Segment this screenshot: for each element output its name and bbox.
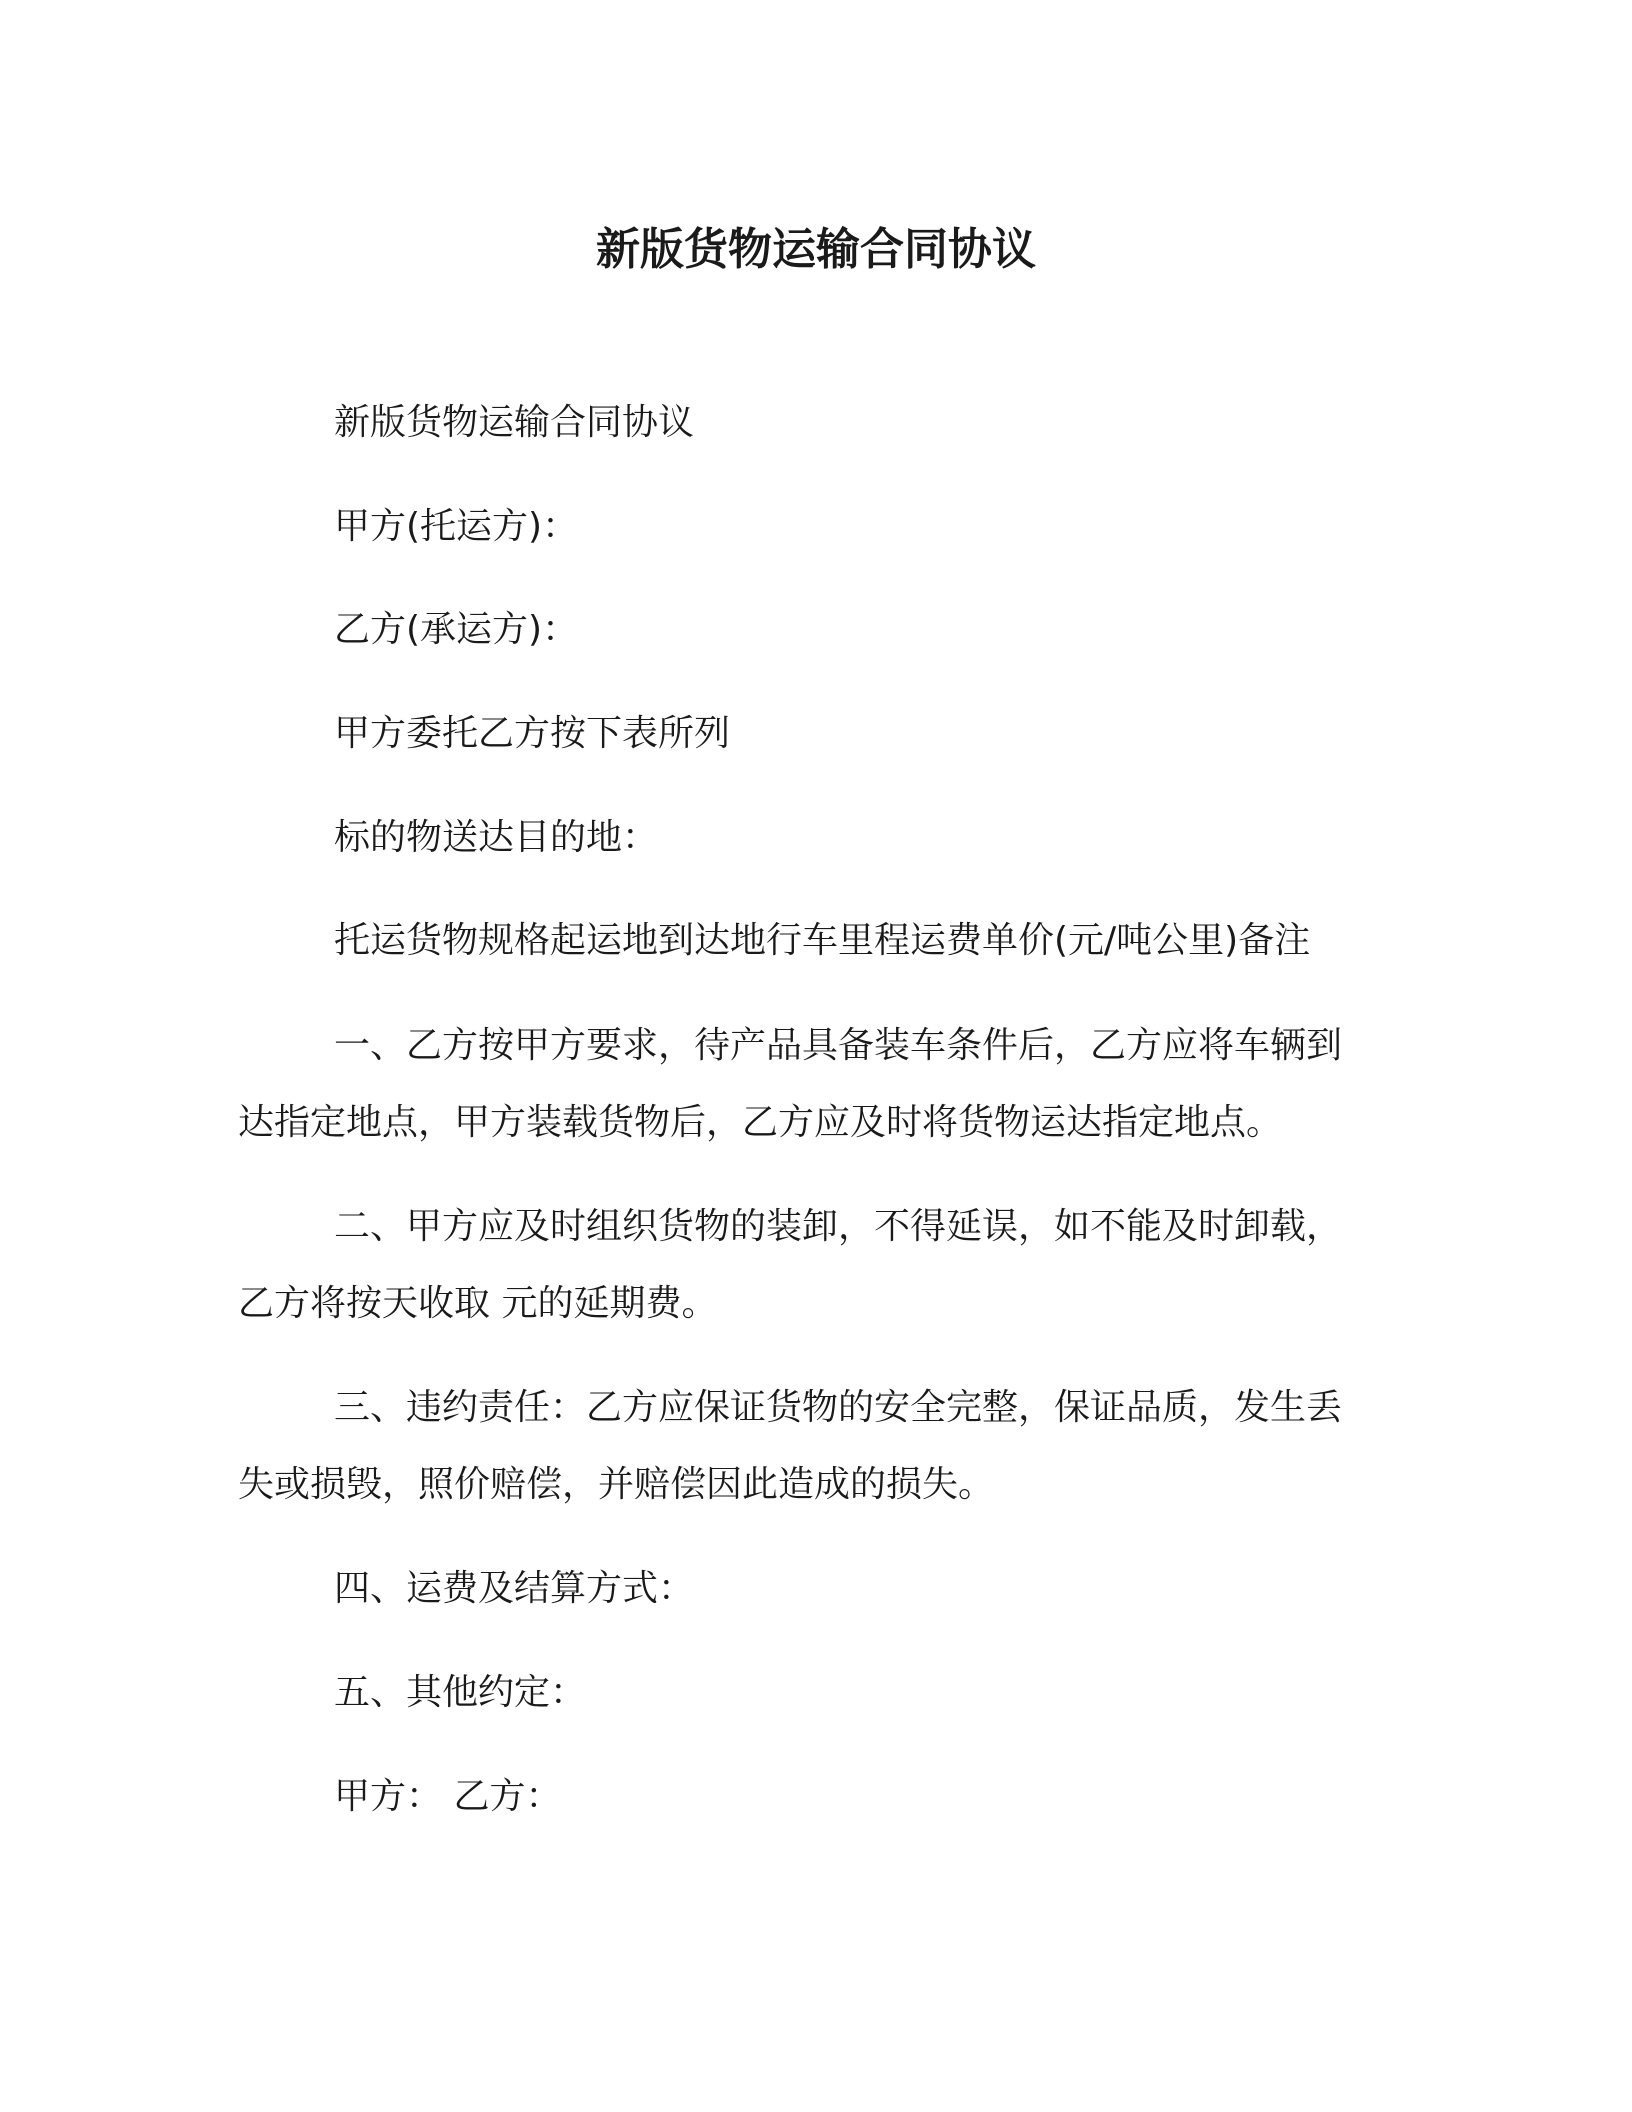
clause-3-line-2: 失或损毁，照价赔偿，并赔偿因此造成的损失。	[238, 1464, 995, 1505]
party-a-line: 甲方(托运方)：	[334, 506, 579, 547]
clause-2-line-1: 二、甲方应及时组织货物的装卸，不得延误，如不能及时卸载，	[334, 1206, 1343, 1247]
clause-1-line-1: 一、乙方按甲方要求，待产品具备装车条件后，乙方应将车辆到	[334, 1025, 1343, 1066]
document-title: 新版货物运输合同协议	[596, 224, 1036, 275]
subtitle-line: 新版货物运输合同协议	[334, 402, 695, 443]
entrust-line: 甲方委托乙方按下表所列	[334, 713, 731, 754]
signature-line: 甲方： 乙方：	[334, 1776, 562, 1817]
clause-5-line: 五、其他约定：	[334, 1672, 587, 1713]
party-b-line: 乙方(承运方)：	[334, 609, 579, 650]
clause-1-line-2: 达指定地点，甲方装载货物后，乙方应及时将货物运达指定地点。	[238, 1102, 1283, 1143]
clause-2-line-2: 乙方将按天收取 元的延期费。	[238, 1283, 718, 1324]
clause-4-line: 四、运费及结算方式：	[334, 1568, 695, 1609]
table-header-line: 托运货物规格起运地到达地行车里程运费单价(元/吨公里)备注	[334, 920, 1311, 961]
destination-line: 标的物送达目的地：	[334, 817, 659, 858]
clause-3-line-1: 三、违约责任：乙方应保证货物的安全完整，保证品质，发生丢	[334, 1387, 1343, 1428]
